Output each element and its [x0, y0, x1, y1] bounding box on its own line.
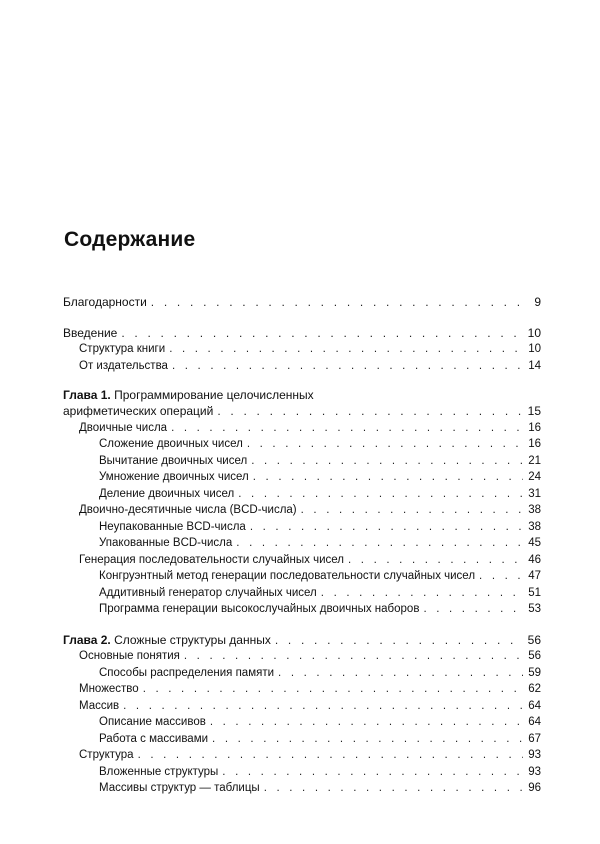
leader-dots	[238, 486, 523, 503]
toc-entry-text: Основные понятия	[79, 650, 180, 662]
toc-entry-book-structure[interactable]	[63, 341, 541, 358]
toc-entry-additive-generator[interactable]	[63, 585, 541, 602]
page-number: 24	[528, 471, 541, 483]
toc-entry-random-program[interactable]	[63, 601, 541, 618]
toc-entry-from-publisher[interactable]	[63, 358, 541, 375]
toc-entry-text	[63, 632, 271, 649]
toc-entry-basic-concepts[interactable]	[63, 648, 541, 665]
leader-dots	[479, 568, 523, 585]
leader-dots	[172, 358, 523, 375]
page-number: 16	[528, 438, 541, 450]
leader-dots	[247, 436, 523, 453]
page-number: 64	[528, 716, 541, 728]
toc-entry-bcd-numbers[interactable]	[63, 502, 541, 519]
page-number: 93	[528, 765, 541, 778]
leader-dots	[275, 632, 523, 649]
leader-dots	[138, 747, 523, 764]
leader-dots	[171, 420, 523, 437]
toc-entry-text: Описание массивов	[99, 716, 206, 728]
toc-entry-text: Вложенные структуры	[99, 765, 219, 778]
toc-entry-text: Упакованные BCD-числа	[99, 537, 233, 549]
toc-entry-binary-subtraction[interactable]	[63, 453, 541, 470]
page-number: 59	[528, 666, 541, 679]
leader-dots	[250, 519, 523, 536]
page-number: 56	[527, 632, 541, 647]
page-number: 64	[528, 699, 541, 712]
toc-entry-text: Неупакованные BCD-числа	[99, 520, 246, 533]
page-title: Содержание	[64, 228, 196, 251]
toc-entry-random-generation[interactable]	[63, 552, 541, 569]
page-number: 14	[528, 359, 541, 372]
page-number: 62	[528, 683, 541, 695]
leader-dots	[264, 780, 523, 797]
leader-dots	[184, 648, 523, 665]
page-number: 93	[528, 749, 541, 761]
leader-dots	[212, 731, 523, 748]
page-number: 38	[528, 504, 541, 516]
page-number: 96	[528, 782, 541, 794]
toc-entry-text: Способы распределения памяти	[99, 666, 275, 679]
toc-entry-text: Сложение двоичных чисел	[99, 438, 243, 450]
leader-dots	[301, 502, 523, 519]
toc-entry-binary-numbers[interactable]	[63, 420, 541, 437]
page-number: 15	[527, 404, 541, 418]
toc-entry-text: Благодарности	[63, 295, 147, 309]
leader-dots	[222, 764, 523, 781]
toc-entry-memory-allocation[interactable]	[63, 665, 541, 682]
chapter-1-heading[interactable]	[63, 388, 541, 403]
toc-entry-structure[interactable]	[63, 747, 541, 764]
toc-entry-text: Структура	[79, 749, 134, 761]
toc-entry-array-description[interactable]	[63, 714, 541, 731]
chapter-label: Глава 2.	[63, 632, 111, 647]
table-of-contents	[63, 294, 541, 797]
chapter-label: Глава 1.	[63, 388, 111, 402]
leader-dots	[217, 403, 523, 420]
toc-entry-text: Аддитивный генератор случайных чисел	[99, 586, 317, 599]
toc-entry-packed-bcd[interactable]	[63, 535, 541, 552]
leader-dots	[151, 294, 523, 311]
toc-entry-text: Генерация последовательности случайных чисел	[79, 553, 344, 566]
toc-entry-binary-addition[interactable]	[63, 436, 541, 453]
toc-entry-array[interactable]	[63, 698, 541, 715]
leader-dots	[278, 665, 523, 682]
toc-entry-text: Структура книги	[79, 343, 166, 355]
page-number: 45	[528, 537, 541, 549]
toc-entry-nested-structures[interactable]	[63, 764, 541, 781]
toc-entry-introduction[interactable]	[63, 325, 541, 342]
toc-entry-array-work[interactable]	[63, 731, 541, 748]
leader-dots	[253, 469, 523, 486]
page-number: 46	[528, 553, 541, 566]
page-number: 21	[528, 454, 541, 467]
page-number: 38	[528, 520, 541, 533]
page-number: 56	[528, 650, 541, 662]
toc-entry-acknowledgements[interactable]	[63, 294, 541, 311]
leader-dots	[143, 681, 523, 698]
leader-dots	[210, 714, 523, 731]
toc-entry-text: Введение	[63, 325, 118, 340]
page-number: 67	[528, 732, 541, 745]
chapter-title-line1: Программирование целочисленных	[114, 388, 314, 402]
page-number: 9	[534, 295, 541, 309]
toc-entry-text: арифметических операций	[63, 404, 214, 418]
toc-entry-text: Массив	[79, 699, 120, 712]
leader-dots	[321, 585, 523, 602]
toc-entry-chapter-2[interactable]	[63, 632, 541, 649]
leader-dots	[348, 552, 523, 569]
toc-entry-congruential-method[interactable]	[63, 568, 541, 585]
toc-entry-text: Двоично-десятичные числа (BCD-числа)	[79, 504, 297, 516]
toc-entry-text: Множество	[79, 683, 139, 695]
leader-dots	[123, 698, 523, 715]
toc-entry-binary-division[interactable]	[63, 486, 541, 503]
toc-entry-unpacked-bcd[interactable]	[63, 519, 541, 536]
page-number: 53	[528, 603, 541, 615]
page-number: 51	[528, 586, 541, 599]
toc-entry-structure-arrays[interactable]	[63, 780, 541, 797]
toc-entry-text: Работа с массивами	[99, 732, 209, 745]
toc-entry-text: От издательства	[79, 359, 168, 372]
leader-dots	[423, 601, 523, 618]
page-number: 10	[528, 343, 541, 355]
toc-entry-text: Массивы структур — таблицы	[99, 782, 260, 794]
leader-dots	[251, 453, 523, 470]
chapter-title: Сложные структуры данных	[114, 632, 271, 647]
toc-entry-chapter-1[interactable]	[63, 403, 541, 420]
page-number: 10	[527, 325, 541, 340]
toc-entry-text: Умножение двоичных чисел	[99, 471, 249, 483]
leader-dots	[121, 325, 523, 342]
page-number: 16	[528, 421, 541, 434]
leader-dots	[236, 535, 523, 552]
toc-entry-text: Вычитание двоичных чисел	[99, 454, 248, 467]
leader-dots	[169, 341, 523, 358]
toc-entry-text: Программа генерации высокослучайных двоичных наборов	[99, 603, 420, 615]
page-number: 31	[528, 487, 541, 500]
page-number: 47	[528, 570, 541, 582]
toc-entry-text: Двоичные числа	[79, 421, 168, 434]
toc-entry-binary-multiplication[interactable]	[63, 469, 541, 486]
toc-entry-set[interactable]	[63, 681, 541, 698]
toc-entry-text: Деление двоичных чисел	[99, 487, 235, 500]
toc-entry-text: Конгруэнтный метод генерации последовательности случайных чисел	[99, 570, 476, 582]
